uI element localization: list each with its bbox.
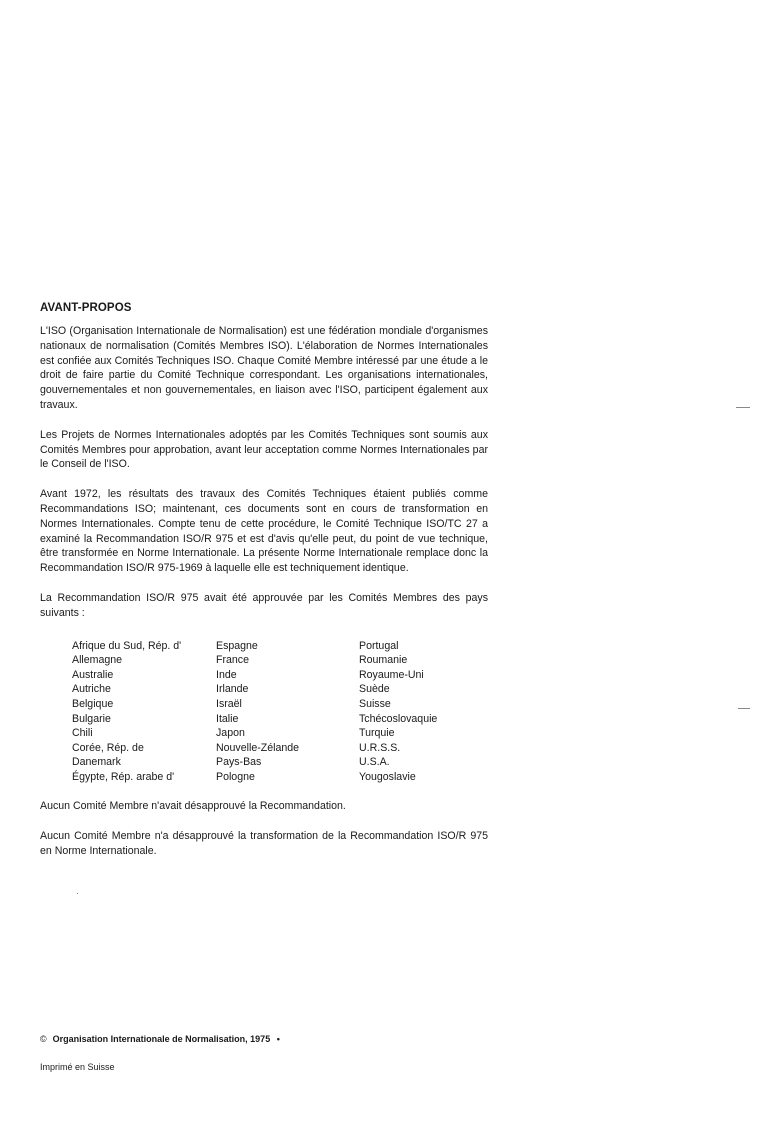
scan-speck bbox=[77, 893, 78, 894]
country: Afrique du Sud, Rép. d' bbox=[72, 639, 182, 652]
country: Nouvelle-Zélande bbox=[216, 741, 300, 754]
country: Corée, Rép. de bbox=[72, 741, 144, 754]
country: Inde bbox=[216, 668, 237, 681]
country: Autriche bbox=[72, 683, 111, 696]
foreword-section bbox=[40, 302, 488, 874]
scan-artifact bbox=[738, 708, 750, 709]
country: Roumanie bbox=[359, 654, 408, 667]
paragraph-iso-intro: L'ISO (Organisation Internationale de Normalisation) est une fédération mondiale d'organismes nationaux de normalisation (Comités Membres ISO). L'élaboration de Normes Internationales est confiée aux Comités Techniques ISO. Chaque Comité Membre intéressé par une étude a le droit de faire partie du Comité Technique correspondant. Les organisations internationales, gouvernementales et non gouvernementales, en liaison avec l'ISO, participent également aux travaux. bbox=[40, 325, 488, 411]
country: Japon bbox=[216, 727, 245, 740]
country-list bbox=[72, 639, 488, 785]
country: Espagne bbox=[216, 639, 258, 652]
paragraph-no-disapproval-transformation: Aucun Comité Membre n'a désapprouvé la transformation de la Recommandation ISO/R 975 en Norme Internationale. bbox=[40, 830, 488, 858]
country: Pays-Bas bbox=[216, 756, 262, 769]
printed-in-switzerland: Imprimé en Suisse bbox=[40, 1062, 115, 1072]
country: Danemark bbox=[72, 756, 121, 769]
country: Égypte, Rép. arabe d' bbox=[72, 770, 175, 783]
country: Australie bbox=[72, 668, 114, 681]
foreword-title: AVANT-PROPOS bbox=[40, 302, 132, 314]
country: Bulgarie bbox=[72, 712, 111, 725]
country: U.R.S.S. bbox=[359, 741, 401, 754]
scan-artifact bbox=[736, 407, 750, 408]
country: U.S.A. bbox=[359, 756, 390, 769]
country: Italie bbox=[216, 712, 239, 725]
copyright-symbol: © bbox=[40, 1034, 47, 1044]
country: Yougoslavie bbox=[359, 770, 416, 783]
country: Royaume-Uni bbox=[359, 668, 424, 681]
country: Turquie bbox=[359, 727, 395, 740]
paragraph-no-disapproval: Aucun Comité Membre n'avait désapprouvé la Recommandation. bbox=[40, 800, 346, 813]
country: Israël bbox=[216, 697, 242, 710]
country: Pologne bbox=[216, 770, 255, 783]
country: Chili bbox=[72, 727, 93, 740]
country: Tchécoslovaquie bbox=[359, 712, 438, 725]
country: France bbox=[216, 654, 249, 667]
country: Suisse bbox=[359, 697, 391, 710]
country: Portugal bbox=[359, 639, 399, 652]
country: Irlande bbox=[216, 683, 249, 696]
copyright-line bbox=[40, 1034, 280, 1044]
country: Allemagne bbox=[72, 654, 123, 667]
paragraph-approval-intro: La Recommandation ISO/R 975 avait été approuvée par les Comités Membres des pays suivants : bbox=[40, 591, 488, 619]
country: Suède bbox=[359, 683, 390, 696]
paragraph-before-1972: Avant 1972, les résultats des travaux des Comités Techniques étaient publiés comme Recommandations ISO; maintenant, ces documents sont en cours de transformation en Normes Internationales. Compte tenu de cette procédure, le Comité Technique ISO/TC 27 a examiné la Recommandation ISO/R 975 et est d'avis qu'elle peut, du point de vue technique, être transformée en Norme Internationale. La présente Norme Internationale remplace donc la Recommandation ISO/R 975-1969 à laquelle elle est techniquement identique. bbox=[40, 488, 488, 575]
paragraph-draft-standards: Les Projets de Normes Internationales adoptés par les Comités Techniques sont soumis aux Comités Membres pour approbation, avant leur acceptation comme Normes Internationales par le Conseil de l'ISO. bbox=[40, 428, 488, 471]
country: Belgique bbox=[72, 697, 114, 710]
copyright-text: Organisation Internationale de Normalisation, 1975 bbox=[52, 1034, 271, 1044]
bullet-icon: • bbox=[276, 1034, 280, 1044]
